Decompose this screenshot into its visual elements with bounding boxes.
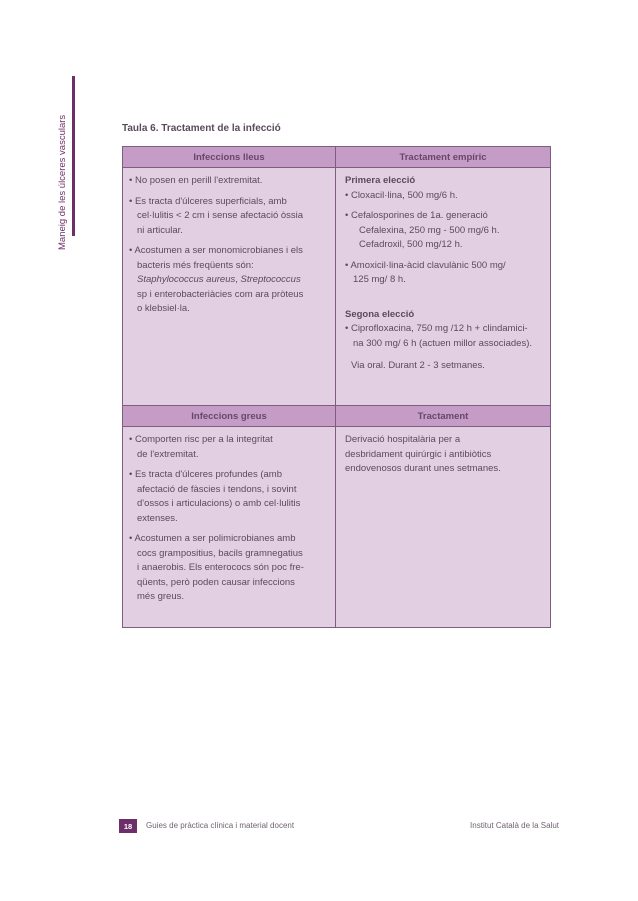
first-choice-title: Primera elecció	[345, 175, 416, 186]
text-line: • Cefalosporines de 1a. generació	[345, 210, 488, 221]
text-line: cocs grampositius, bacils gramnegatius	[137, 547, 303, 559]
text-line: afectació de fàscies i tendons, i sovint	[137, 483, 297, 495]
empiric-treatment-cell	[345, 174, 547, 374]
species-name: Staphylococcus aureus	[137, 274, 236, 285]
table-caption: Taula 6. Tractament de la infecció	[122, 123, 281, 134]
column-divider	[335, 147, 336, 627]
severe-infections-cell	[129, 433, 329, 611]
treatment-table	[122, 146, 551, 628]
text-line: Cefadroxil, 500 mg/12 h.	[359, 239, 463, 250]
text-line: • No posen en perill l'extremitat.	[129, 175, 263, 186]
species-name: Streptococcus	[240, 274, 301, 285]
text-line: qüents, però poden causar infeccions	[137, 576, 295, 588]
treatment-cell	[345, 433, 545, 477]
text-line: • Es tracta d'úlceres superficials, amb	[129, 195, 287, 207]
text-line: • Acostumen a ser monomicrobianes i els	[129, 245, 303, 256]
header-empiric-treatment: Tractament empíric	[336, 147, 550, 168]
text-line: o klebsiel·la.	[137, 303, 190, 314]
text-line: bacteris més freqüents són:	[137, 259, 254, 271]
text-line: • Ciprofloxacina, 750 mg /12 h + clindamici-	[345, 323, 528, 334]
text-line: na 300 mg/ 6 h (actuen millor associades).	[353, 337, 533, 349]
text-line: • Amoxicil·lina-àcid clavulànic 500 mg/	[345, 259, 506, 271]
header-treatment: Tractament	[336, 405, 550, 427]
footer-series-title: Guies de pràctica clínica i material docent	[146, 821, 295, 830]
text-line: • Acostumen a ser polimicrobianes amb	[129, 533, 296, 544]
text-line: ni articular.	[137, 224, 183, 236]
page-number: 18	[119, 819, 137, 833]
second-choice-title: Segona elecció	[345, 308, 415, 320]
header-severe-infections: Infeccions greus	[123, 405, 335, 427]
route-note: Via oral. Durant 2 - 3 setmanes.	[351, 360, 485, 371]
page-footer	[119, 819, 559, 835]
text-separator: ,	[235, 274, 241, 285]
text-line: sp i enterobacteriàcies com ara pròteus	[137, 288, 304, 300]
text-line: i anaerobis. Els enterococs són poc fre-	[137, 562, 304, 573]
text-line: més greus.	[137, 591, 184, 602]
text-line: d'ossos i articulacions) o amb cel·lulitis	[137, 498, 301, 509]
text-line: extenses.	[137, 512, 178, 524]
mild-infections-cell	[129, 174, 329, 323]
header-mild-infections: Infeccions lleus	[123, 147, 335, 168]
text-line: • Es tracta d'úlceres profundes (amb	[129, 469, 282, 480]
text-line: endovenosos durant unes setmanes.	[345, 463, 501, 474]
text-line: Cefalexina, 250 mg - 500 mg/6 h.	[359, 224, 500, 236]
sidebar-title: Maneig de les úlceres vasculars	[57, 114, 68, 250]
text-line: • Comporten risc per a la integritat	[129, 434, 273, 445]
text-line: de l'extremitat.	[137, 448, 199, 460]
text-line: cel·lulitis < 2 cm i sense afectació òssia	[137, 210, 304, 221]
sidebar-accent-bar	[72, 76, 75, 236]
footer-publisher: Institut Català de la Salut	[470, 821, 559, 830]
text-line: desbridament quirúrgic i antibiòtics	[345, 448, 492, 460]
text-line: 125 mg/ 8 h.	[353, 274, 406, 285]
text-line: • Cloxacil·lina, 500 mg/6 h.	[345, 189, 458, 201]
text-line: Derivació hospitalària per a	[345, 434, 461, 445]
